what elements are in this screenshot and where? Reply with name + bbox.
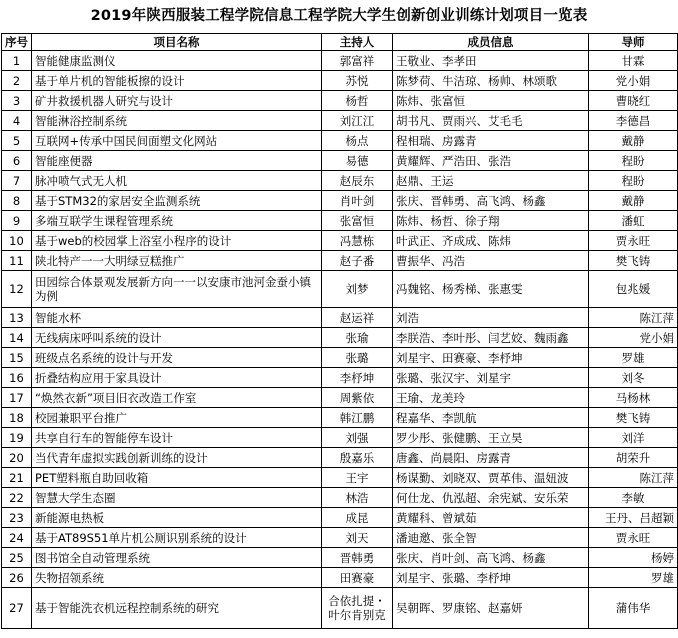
cell-advisor: 戴静 <box>589 191 678 211</box>
cell-leader: 晋韩勇 <box>322 548 393 568</box>
cell-project-name: 多端互联学生课程管理系统 <box>32 211 322 231</box>
cell-members: 潘迪邀、张全智 <box>393 528 589 548</box>
table-row <box>2 548 678 568</box>
cell-advisor: 罗雄 <box>589 348 678 368</box>
cell-project-name: 新能源电热板 <box>32 508 322 528</box>
cell-members: 杨谋勤、刘晓双、贾革伟、温妞波 <box>393 468 589 488</box>
cell-advisor: 樊飞铸 <box>589 408 678 428</box>
cell-advisor: 杨婷 <box>589 548 678 568</box>
cell-project-name: 智能健康监测仪 <box>32 51 322 71</box>
table-row <box>2 428 678 448</box>
cell-advisor: 戴静 <box>589 131 678 151</box>
cell-project-name: 智能座便器 <box>32 151 322 171</box>
table-row <box>2 348 678 368</box>
table-row <box>2 528 678 548</box>
table-row <box>2 488 678 508</box>
table-header-row <box>2 34 678 51</box>
cell-members: 陈炜、张富恒 <box>393 91 589 111</box>
cell-leader: 郭富祥 <box>322 51 393 71</box>
cell-project-name: “焕然衣新”项目旧衣改造工作室 <box>32 388 322 408</box>
cell-members: 张璐、张汉宇、刘星宇 <box>393 368 589 388</box>
cell-project-name: 无线病床呼叫系统的设计 <box>32 328 322 348</box>
cell-no: 5 <box>2 131 32 151</box>
cell-no: 6 <box>2 151 32 171</box>
table-row <box>2 51 678 71</box>
cell-members: 陈梦荷、牛洁琼、杨帅、林颂歌 <box>393 71 589 91</box>
cell-leader: 苏悦 <box>322 71 393 91</box>
cell-leader: 赵运祥 <box>322 308 393 328</box>
cell-members: 黄耀辉、严浩田、张浩 <box>393 151 589 171</box>
cell-members: 刘星宇、田赛豪、李杼坤 <box>393 348 589 368</box>
cell-advisor: 蒲伟华 <box>589 588 678 629</box>
cell-leader: 赵辰东 <box>322 171 393 191</box>
cell-leader: 刘江江 <box>322 111 393 131</box>
cell-no: 25 <box>2 548 32 568</box>
table-row <box>2 448 678 468</box>
cell-members: 曹振华、冯浩 <box>393 251 589 271</box>
cell-leader: 林浩 <box>322 488 393 508</box>
cell-members: 程嘉华、李凯航 <box>393 408 589 428</box>
cell-advisor: 贾永旺 <box>589 528 678 548</box>
cell-advisor: 胡荣升 <box>589 448 678 468</box>
cell-no: 23 <box>2 508 32 528</box>
cell-leader: 周紫依 <box>322 388 393 408</box>
cell-leader: 杨哲 <box>322 91 393 111</box>
header-advisor: 导师 <box>589 34 678 51</box>
cell-project-name: 基于单片机的智能板擦的设计 <box>32 71 322 91</box>
cell-project-name: PET塑料瓶自助回收箱 <box>32 468 322 488</box>
cell-leader: 易德 <box>322 151 393 171</box>
cell-members: 李朕浩、李叶彤、闫艺姣、魏雨鑫 <box>393 328 589 348</box>
cell-advisor: 刘冬 <box>589 368 678 388</box>
cell-leader: 成昆 <box>322 508 393 528</box>
cell-advisor: 李德昌 <box>589 111 678 131</box>
cell-advisor: 包兆媛 <box>589 271 678 308</box>
cell-project-name: 图书馆全自动管理系统 <box>32 548 322 568</box>
cell-leader: 张瑜 <box>322 328 393 348</box>
table-row <box>2 131 678 151</box>
cell-project-name: 失物招领系统 <box>32 568 322 588</box>
table-row <box>2 271 678 308</box>
cell-project-name: 智能淋浴控制系统 <box>32 111 322 131</box>
cell-advisor: 王丹、吕超颖 <box>589 508 678 528</box>
cell-no: 18 <box>2 408 32 428</box>
cell-project-name: 共享自行车的智能停车设计 <box>32 428 322 448</box>
cell-no: 19 <box>2 428 32 448</box>
table-row <box>2 231 678 251</box>
cell-project-name: 智慧大学生态圈 <box>32 488 322 508</box>
table-row <box>2 368 678 388</box>
cell-leader: 张璐 <box>322 348 393 368</box>
cell-leader: 杨点 <box>322 131 393 151</box>
cell-leader: 刘梦 <box>322 271 393 308</box>
cell-members: 王瑜、龙美玲 <box>393 388 589 408</box>
cell-members: 刘星宇、张璐、李杼坤 <box>393 568 589 588</box>
cell-advisor: 罗雄 <box>589 568 678 588</box>
cell-members: 程相瑞、房露青 <box>393 131 589 151</box>
cell-leader: 李杼坤 <box>322 368 393 388</box>
cell-members: 叶武正、齐成成、陈炜 <box>393 231 589 251</box>
cell-no: 14 <box>2 328 32 348</box>
table-row <box>2 251 678 271</box>
cell-advisor: 曹晓红 <box>589 91 678 111</box>
cell-leader: 刘天 <box>322 528 393 548</box>
cell-project-name: 陕北特产一一大明绿豆糕推广 <box>32 251 322 271</box>
cell-members: 陈炜、杨哲、徐子翔 <box>393 211 589 231</box>
cell-leader: 田赛豪 <box>322 568 393 588</box>
table-row <box>2 308 678 328</box>
header-project-name: 项目名称 <box>32 34 322 51</box>
cell-no: 2 <box>2 71 32 91</box>
cell-project-name: 当代青年虚拟实践创新训练的设计 <box>32 448 322 468</box>
cell-no: 26 <box>2 568 32 588</box>
table-row <box>2 111 678 131</box>
cell-members: 冯魏铭、杨秀梯、张惠雯 <box>393 271 589 308</box>
cell-advisor: 程盼 <box>589 151 678 171</box>
table-row <box>2 91 678 111</box>
table-row <box>2 508 678 528</box>
cell-project-name: 班级点名系统的设计与开发 <box>32 348 322 368</box>
cell-project-name: 基于AT89S51单片机公厕识别系统的设计 <box>32 528 322 548</box>
cell-no: 20 <box>2 448 32 468</box>
cell-no: 11 <box>2 251 32 271</box>
cell-advisor: 陈江萍 <box>589 308 678 328</box>
cell-project-name: 田园综合体景观发展新方向一一以安康市池河金蚕小镇为例 <box>32 271 322 308</box>
cell-leader: 张富恒 <box>322 211 393 231</box>
cell-members: 胡书凡、贾雨兴、艾毛毛 <box>393 111 589 131</box>
cell-project-name: 折叠结构应用于家具设计 <box>32 368 322 388</box>
cell-members: 何仕龙、仇泓超、余宪斌、安乐荣 <box>393 488 589 508</box>
cell-leader: 殷嘉乐 <box>322 448 393 468</box>
cell-members: 张庆、晋韩勇、高飞鸿、杨鑫 <box>393 191 589 211</box>
cell-advisor: 潘虹 <box>589 211 678 231</box>
cell-advisor: 党小娟 <box>589 328 678 348</box>
cell-leader: 合依扎提・叶尔肯别克 <box>322 588 393 629</box>
cell-leader: 韩江鹏 <box>322 408 393 428</box>
cell-no: 15 <box>2 348 32 368</box>
document-title: 2019年陕西服装工程学院信息工程学院大学生创新创业训练计划项目一览表 <box>90 8 588 24</box>
cell-members: 刘浩 <box>393 308 589 328</box>
cell-no: 24 <box>2 528 32 548</box>
cell-project-name: 矿井救援机器人研究与设计 <box>32 91 322 111</box>
cell-no: 13 <box>2 308 32 328</box>
cell-no: 9 <box>2 211 32 231</box>
cell-no: 21 <box>2 468 32 488</box>
cell-advisor: 李敏 <box>589 488 678 508</box>
cell-project-name: 基于STM32的家居安全监测系统 <box>32 191 322 211</box>
cell-advisor: 陈江萍 <box>589 468 678 488</box>
cell-no: 7 <box>2 171 32 191</box>
cell-no: 8 <box>2 191 32 211</box>
cell-project-name: 智能水杯 <box>32 308 322 328</box>
project-table <box>1 33 678 629</box>
cell-no: 3 <box>2 91 32 111</box>
cell-no: 4 <box>2 111 32 131</box>
cell-leader: 王宇 <box>322 468 393 488</box>
cell-advisor: 党小娟 <box>589 71 678 91</box>
cell-members: 王敬业、李孝田 <box>393 51 589 71</box>
cell-advisor: 樊飞铸 <box>589 251 678 271</box>
cell-leader: 肖叶剑 <box>322 191 393 211</box>
cell-advisor: 马杨林 <box>589 388 678 408</box>
cell-members: 唐鑫、尚晨阳、房露青 <box>393 448 589 468</box>
cell-leader: 刘强 <box>322 428 393 448</box>
table-row <box>2 211 678 231</box>
cell-no: 22 <box>2 488 32 508</box>
table-row <box>2 588 678 629</box>
cell-advisor: 刘洋 <box>589 428 678 448</box>
table-row <box>2 151 678 171</box>
table-row <box>2 388 678 408</box>
cell-advisor: 贾永旺 <box>589 231 678 251</box>
cell-no: 16 <box>2 368 32 388</box>
table-row <box>2 191 678 211</box>
cell-project-name: 脉冲喷气式无人机 <box>32 171 322 191</box>
cell-project-name: 校园兼职平台推广 <box>32 408 322 428</box>
table-row <box>2 71 678 91</box>
header-members: 成员信息 <box>393 34 589 51</box>
cell-members: 吴朝晖、罗康铭、赵嘉妍 <box>393 588 589 629</box>
cell-members: 黄耀科、曾斌茹 <box>393 508 589 528</box>
header-no: 序号 <box>2 34 32 51</box>
cell-leader: 赵子番 <box>322 251 393 271</box>
cell-leader: 冯慧栋 <box>322 231 393 251</box>
table-row <box>2 171 678 191</box>
table-row <box>2 408 678 428</box>
cell-advisor: 程盼 <box>589 171 678 191</box>
table-body <box>2 51 678 629</box>
cell-no: 12 <box>2 271 32 308</box>
table-row <box>2 568 678 588</box>
cell-project-name: 互联网+传承中国民间面塑文化网站 <box>32 131 322 151</box>
cell-no: 17 <box>2 388 32 408</box>
cell-members: 张庆、肖叶剑、高飞鸿、杨鑫 <box>393 548 589 568</box>
cell-project-name: 基于web的校园掌上浴室小程序的设计 <box>32 231 322 251</box>
cell-no: 27 <box>2 588 32 629</box>
table-row <box>2 468 678 488</box>
cell-project-name: 基于智能洗衣机远程控制系统的研究 <box>32 588 322 629</box>
header-leader: 主持人 <box>322 34 393 51</box>
cell-advisor: 甘霖 <box>589 51 678 71</box>
cell-no: 10 <box>2 231 32 251</box>
cell-members: 赵鼎、王运 <box>393 171 589 191</box>
cell-no: 1 <box>2 51 32 71</box>
table-row <box>2 328 678 348</box>
cell-members: 罗少彤、张健鹏、王立昊 <box>393 428 589 448</box>
